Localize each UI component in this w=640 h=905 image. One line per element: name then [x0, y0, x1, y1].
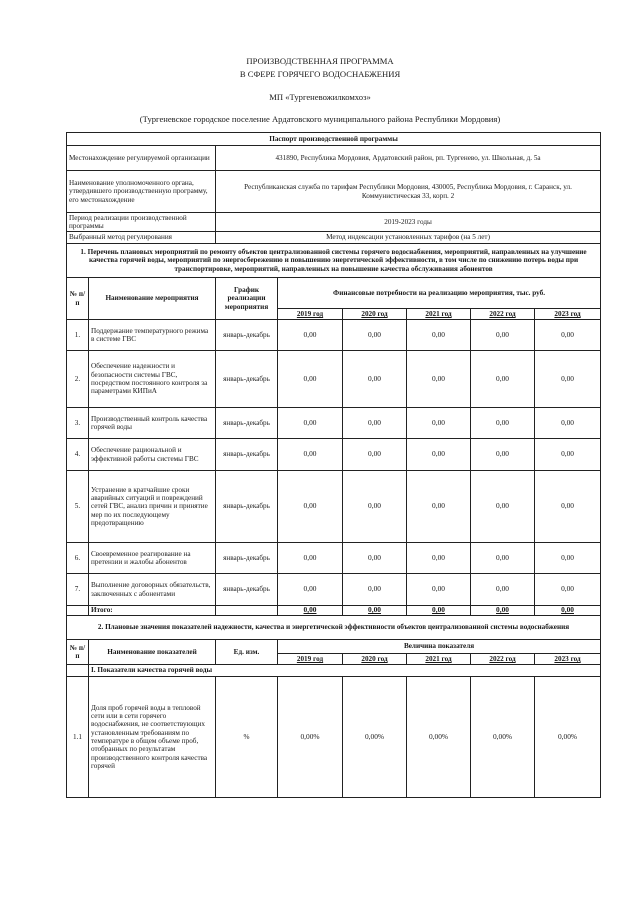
s1-col-schedule: График реализации мероприятия [216, 278, 278, 320]
s2-year-2020: 2020 год [343, 654, 407, 665]
passport-label-method: Выбранный метод регулирования [67, 232, 216, 244]
value-2019: 0,00 [278, 439, 343, 471]
total-2023: 0,00 [535, 606, 601, 616]
row-num: 5. [67, 471, 89, 543]
value-2021: 0,00 [407, 408, 471, 439]
value-2021: 0,00 [407, 543, 471, 574]
s1-col-name: Наименование мероприятия [89, 278, 216, 320]
passport-value-authority: Республиканская служба по тарифам Республики Мордовия, 430005, Республика Мордовия, г. Саранск, ул. Коммунистическая 33, корп. 2 [216, 171, 601, 213]
activity-schedule: январь-декабрь [216, 320, 278, 351]
passport-label-authority: Наименование уполномоченного органа, утвердившего производственную программу, его местонахождение [67, 171, 216, 213]
passport-label-location: Местонахождение регулируемой организации [67, 146, 216, 171]
value-2021: 0,00 [407, 471, 471, 543]
section2-title: 2. Плановые значения показателей надежности, качества и энергетической эффективности объектов централизованной системы водоснабжения [67, 616, 601, 640]
row-num: 2. [67, 351, 89, 408]
indicator-2022: 0,00% [471, 677, 535, 798]
value-2019: 0,00 [278, 471, 343, 543]
s2-col-num: № п/п [67, 640, 89, 665]
organization-location: (Тургеневское городское поселение Ардатовского муниципального района Республики Мордовия) [139, 114, 501, 124]
activity-name: Обеспечение надежности и безопасности системы ГВС, посредством постоянного контроля за параметрами КИПиА [89, 351, 216, 408]
table-row [67, 574, 601, 606]
s2-year-2023: 2023 год [535, 654, 601, 665]
value-2023: 0,00 [535, 471, 601, 543]
passport-value-period: 2019-2023 годы [216, 213, 601, 232]
row-num: 1. [67, 320, 89, 351]
value-2019: 0,00 [278, 543, 343, 574]
value-2023: 0,00 [535, 351, 601, 408]
table-row [67, 408, 601, 439]
s2-col-values: Величина показателя [278, 640, 601, 654]
program-title-line1: ПРОИЗВОДСТВЕННАЯ ПРОГРАММА [246, 56, 394, 66]
value-2022: 0,00 [471, 439, 535, 471]
total-2022: 0,00 [471, 606, 535, 616]
value-2019: 0,00 [278, 351, 343, 408]
activity-name: Обеспечение рациональной и эффективной работы системы ГВС [89, 439, 216, 471]
total-label: Итого: [89, 606, 216, 616]
value-2019: 0,00 [278, 320, 343, 351]
value-2021: 0,00 [407, 439, 471, 471]
value-2022: 0,00 [471, 471, 535, 543]
indicator-name: Доля проб горячей воды в тепловой сети или в сети горячего водоснабжения, не соответствующих установленным требованиям по температуре в общем объеме проб, отобранных по результатам производственного контроля качества горячей [89, 677, 216, 798]
s1-year-2023: 2023 год [535, 309, 601, 320]
program-title-line2: В СФЕРЕ ГОРЯЧЕГО ВОДОСНАБЖЕНИЯ [239, 69, 401, 79]
s2-year-2021: 2021 год [407, 654, 471, 665]
value-2023: 0,00 [535, 439, 601, 471]
value-2022: 0,00 [471, 351, 535, 408]
indicator-2019: 0,00% [278, 677, 343, 798]
value-2023: 0,00 [535, 543, 601, 574]
value-2023: 0,00 [535, 320, 601, 351]
s2-col-name: Наименование показателей [89, 640, 216, 665]
activity-name: Производственный контроль качества горячей воды [89, 408, 216, 439]
total-row [67, 606, 601, 616]
activity-name: Устранение в кратчайшие сроки аварийных ситуаций и повреждений сетей ГВС, анализ причин и принятие мер по их последующему предотвращению [89, 471, 216, 543]
s1-col-num: № п/п [67, 278, 89, 320]
activity-schedule: январь-декабрь [216, 471, 278, 543]
table-row [67, 471, 601, 543]
indicator-2020: 0,00% [343, 677, 407, 798]
indicator-2023: 0,00% [535, 677, 601, 798]
s2-year-2022: 2022 год [471, 654, 535, 665]
row-num: 6. [67, 543, 89, 574]
value-2021: 0,00 [407, 351, 471, 408]
table-row [67, 677, 601, 798]
activity-schedule: январь-декабрь [216, 543, 278, 574]
activity-name: Поддержание температурного режима в системе ГВС [89, 320, 216, 351]
value-2020: 0,00 [343, 574, 407, 606]
passport-and-activities-table [66, 132, 601, 798]
value-2023: 0,00 [535, 574, 601, 606]
value-2020: 0,00 [343, 320, 407, 351]
s2-subheader-quality: I. Показатели качества горячей воды [89, 665, 601, 677]
indicator-unit: % [216, 677, 278, 798]
value-2020: 0,00 [343, 351, 407, 408]
table-row [67, 439, 601, 471]
activity-schedule: январь-декабрь [216, 439, 278, 471]
value-2022: 0,00 [471, 320, 535, 351]
table-row [67, 320, 601, 351]
s1-year-2021: 2021 год [407, 309, 471, 320]
s1-year-2019: 2019 год [278, 309, 343, 320]
s2-col-unit: Ед. изм. [216, 640, 278, 665]
value-2021: 0,00 [407, 320, 471, 351]
value-2023: 0,00 [535, 408, 601, 439]
activity-name: Выполнение договорных обязательств, заключенных с абонентами [89, 574, 216, 606]
value-2022: 0,00 [471, 408, 535, 439]
activity-schedule: январь-декабрь [216, 351, 278, 408]
organization-name: МП «Тургеневожилкомхоз» [269, 92, 371, 102]
value-2020: 0,00 [343, 471, 407, 543]
s2-year-2019: 2019 год [278, 654, 343, 665]
indicator-2021: 0,00% [407, 677, 471, 798]
value-2020: 0,00 [343, 439, 407, 471]
total-2019: 0,00 [278, 606, 343, 616]
value-2021: 0,00 [407, 574, 471, 606]
passport-title: Паспорт производственной программы [67, 133, 601, 146]
table-row [67, 351, 601, 408]
passport-value-location: 431890, Республика Мордовия, Ардатовский район, рп. Тургенево, ул. Школьная, д. 5а [216, 146, 601, 171]
activity-name: Своевременное реагирование на претензии и жалобы абонентов [89, 543, 216, 574]
total-2020: 0,00 [343, 606, 407, 616]
value-2022: 0,00 [471, 574, 535, 606]
table-row [67, 543, 601, 574]
passport-label-period: Период реализации производственной программы [67, 213, 216, 232]
section1-title: 1. Перечень плановых мероприятий по ремонту объектов централизованной системы горячего водоснабжения, мероприятий, направленных на улучшение качества горячей воды, мероприятий по энергосбережению и повышению энергетической эффективности, в том числе по снижению потерь воды при транспортировке, мероприятий, направленных на повышение качества обслуживания абонентов [67, 244, 601, 278]
value-2020: 0,00 [343, 543, 407, 574]
row-num: 4. [67, 439, 89, 471]
value-2022: 0,00 [471, 543, 535, 574]
value-2020: 0,00 [343, 408, 407, 439]
activity-schedule: январь-декабрь [216, 574, 278, 606]
row-num: 1.1 [67, 677, 89, 798]
row-num: 7. [67, 574, 89, 606]
activity-schedule: январь-декабрь [216, 408, 278, 439]
row-num: 3. [67, 408, 89, 439]
total-2021: 0,00 [407, 606, 471, 616]
s1-year-2020: 2020 год [343, 309, 407, 320]
passport-value-method: Метод индексации установленных тарифов (на 5 лет) [216, 232, 601, 244]
value-2019: 0,00 [278, 408, 343, 439]
s1-col-finance: Финансовые потребности на реализацию мероприятия, тыс. руб. [278, 278, 601, 309]
s1-year-2022: 2022 год [471, 309, 535, 320]
value-2019: 0,00 [278, 574, 343, 606]
